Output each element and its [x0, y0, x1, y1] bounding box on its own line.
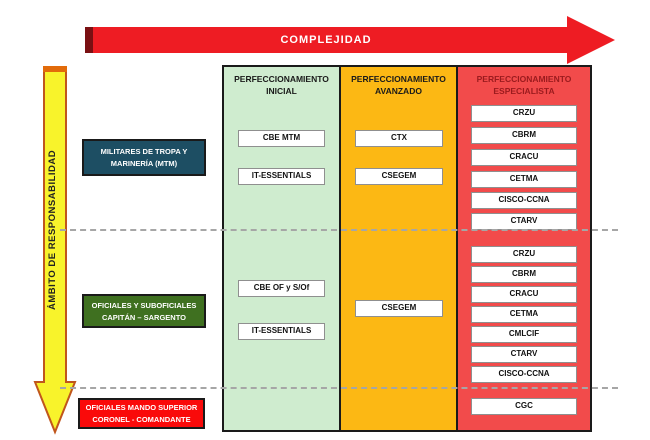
column-header-inicial: PERFECCIONAMIENTO INICIAL	[234, 74, 329, 96]
course-box-cisco-ccna-mtm: CISCO-CCNA	[471, 192, 577, 209]
column-header-avanzado: PERFECCIONAMIENTO AVANZADO	[351, 74, 446, 96]
course-box-cbrm-mtm: CBRM	[471, 127, 577, 144]
row-separator-dashed-line	[60, 229, 618, 231]
course-box-cbe-of-sof: CBE OF y S/Of	[238, 280, 325, 297]
course-box-it-essentials-oficiales: IT-ESSENTIALS	[238, 323, 325, 340]
course-box-crzu-mtm: CRZU	[471, 105, 577, 122]
row-label-mando-superior	[78, 398, 205, 429]
column-perfeccionamiento-inicial	[222, 65, 341, 432]
course-box-csegem-oficiales: CSEGEM	[355, 300, 443, 317]
course-box-cetma-oficiales: CETMA	[471, 306, 577, 323]
column-header-especialista: PERFECCIONAMIENTO ESPECIALISTA	[476, 74, 572, 96]
course-box-cbe-mtm: CBE MTM	[238, 130, 325, 147]
responsibility-arrow-label: ÁMBITO DE RESPONSABILIDAD	[47, 149, 58, 311]
course-box-cetma-mtm: CETMA	[471, 171, 577, 188]
row-label-line: CORONEL - COMANDANTE	[92, 415, 191, 424]
course-box-ctx: CTX	[355, 130, 443, 147]
course-box-cgc: CGC	[471, 398, 577, 415]
row-label-line: MARINERÍA (MTM)	[110, 159, 178, 168]
course-box-cbrm-oficiales: CBRM	[471, 266, 577, 283]
column-perfeccionamiento-avanzado	[339, 65, 458, 432]
course-box-cracu-oficiales: CRACU	[471, 286, 577, 303]
row-label-mtm	[82, 139, 206, 176]
course-box-crzu-oficiales: CRZU	[471, 246, 577, 263]
course-box-cracu-mtm: CRACU	[471, 149, 577, 166]
row-label-oficiales	[82, 294, 206, 328]
course-box-ctarv-mtm: CTARV	[471, 213, 577, 230]
row-separator-dashed-line	[60, 387, 618, 389]
responsibility-arrow-cap	[43, 66, 67, 72]
row-label-line: OFICIALES Y SUBOFICIALES	[91, 300, 197, 310]
row-label-line: MILITARES DE TROPA Y	[100, 147, 188, 156]
complexity-arrow-label: COMPLEJIDAD	[280, 34, 372, 46]
row-label-line: CAPITÁN – SARGENTO	[101, 312, 187, 322]
row-label-line: OFICIALES MANDO SUPERIOR	[85, 403, 198, 412]
course-box-cisco-ccna-oficiales: CISCO-CCNA	[471, 366, 577, 383]
course-box-it-essentials-mtm: IT-ESSENTIALS	[238, 168, 325, 185]
course-box-cmlcif-oficiales: CMLCIF	[471, 326, 577, 343]
course-box-ctarv-oficiales: CTARV	[471, 346, 577, 363]
course-box-csegem-mtm: CSEGEM	[355, 168, 443, 185]
